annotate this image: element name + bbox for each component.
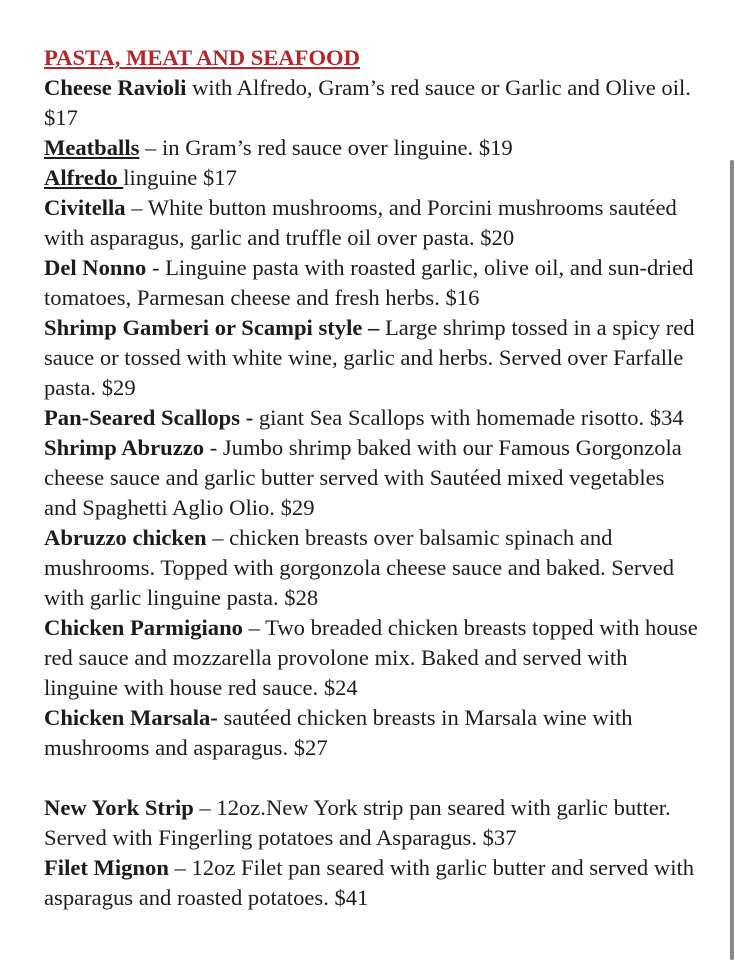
item-description: – 12oz Filet pan seared with garlic butter and served with asparagus and roasted potatoes. $41 (44, 855, 695, 910)
item-description: with Alfredo, Gram’s red sauce or Garlic and Olive oil. $17 (44, 75, 691, 130)
item-name: Abruzzo chicken (44, 525, 207, 550)
item-description: sautéed chicken breasts in Marsala wine with mushrooms and asparagus. $27 (44, 705, 633, 760)
item-description: – in Gram’s red sauce over linguine. $19 (139, 135, 513, 160)
item-name: New York Strip (44, 795, 194, 820)
item-name: Shrimp Abruzzo (44, 435, 205, 460)
menu-item-meatballs (44, 133, 700, 163)
item-name: Chicken Parmigiano (44, 615, 243, 640)
item-description: – White button mushrooms, and Porcini mushrooms sautéed with asparagus, garlic and truffle oil over pasta. $20 (44, 195, 677, 250)
item-description: – Two breaded chicken breasts topped with house red sauce and mozzarella provolone mix. Baked and served with linguine with house red sauce. $24 (44, 615, 698, 700)
menu-item-del-nonno (44, 253, 700, 313)
item-name: Filet Mignon (44, 855, 169, 880)
item-description: giant Sea Scallops with homemade risotto. $34 (253, 405, 684, 430)
section-heading: PASTA, MEAT AND SEAFOOD (44, 45, 360, 70)
menu-item-shrimp-gamberi (44, 313, 700, 403)
item-description: - Linguine pasta with roasted garlic, olive oil, and sun-dried tomatoes, Parmesan cheese and fresh herbs. $16 (44, 255, 694, 310)
menu-item-pan-seared-scallops (44, 403, 700, 433)
menu-item-abruzzo-chicken (44, 523, 700, 613)
item-name: Shrimp Gamberi or Scampi style – (44, 315, 380, 340)
item-name: Civitella (44, 195, 126, 220)
menu-page (44, 43, 700, 913)
item-description: – 12oz.New York strip pan seared with garlic butter. Served with Fingerling potatoes and Asparagus. $37 (44, 795, 671, 850)
item-description: – chicken breasts over balsamic spinach and mushrooms. Topped with gorgonzola cheese sauce and baked. Served with garlic linguine pasta. $28 (44, 525, 675, 610)
menu-item-alfredo (44, 163, 700, 193)
menu-item-filet-mignon (44, 853, 700, 913)
item-name: Chicken Marsala- (44, 705, 218, 730)
scrollbar[interactable] (730, 160, 734, 960)
spacer (44, 763, 700, 793)
item-description: - Jumbo shrimp baked with our Famous Gorgonzola cheese sauce and garlic butter served with Sautéed mixed vegetables and Spaghetti Aglio Olio. $29 (44, 435, 682, 520)
menu-item-chicken-parmigiano (44, 613, 700, 703)
menu-item-shrimp-abruzzo (44, 433, 700, 523)
menu-item-chicken-marsala (44, 703, 700, 763)
item-name: Pan-Seared Scallops - (44, 405, 254, 430)
item-name: Alfredo (44, 165, 124, 190)
menu-item-cheese-ravioli (44, 73, 700, 133)
item-description: Large shrimp tossed in a spicy red sauce or tossed with white wine, garlic and herbs. Served over Farfalle pasta. $29 (44, 315, 695, 400)
item-description: linguine $17 (123, 165, 237, 190)
item-name: Del Nonno (44, 255, 147, 280)
item-name: Meatballs (44, 135, 140, 160)
item-name: Cheese Ravioli (44, 75, 187, 100)
menu-item-civitella (44, 193, 700, 253)
menu-item-new-york-strip (44, 793, 700, 853)
